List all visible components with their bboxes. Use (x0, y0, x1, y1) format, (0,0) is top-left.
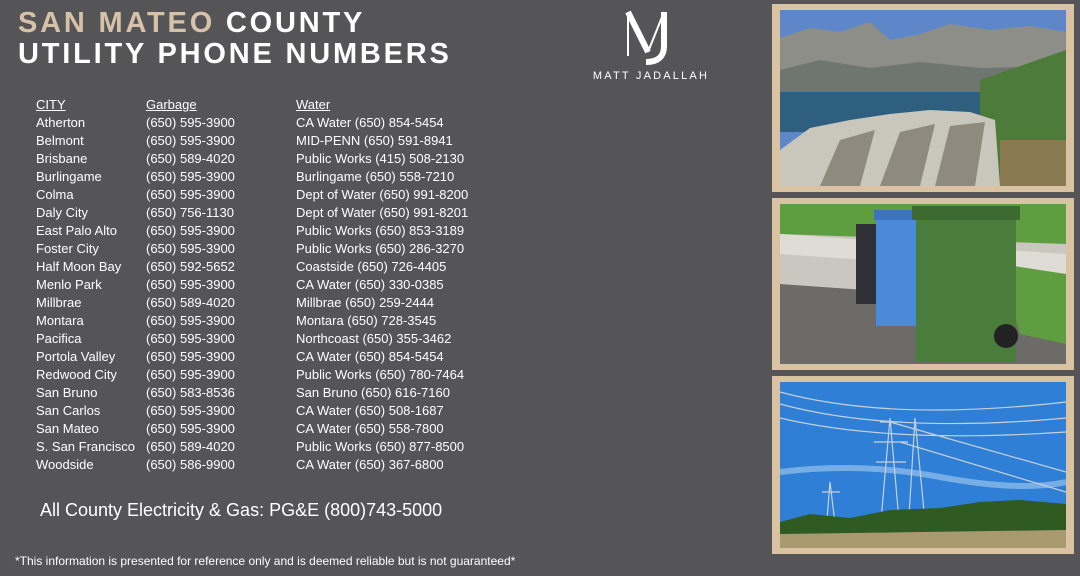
disclaimer: *This information is presented for reference only and is deemed reliable but is not guaranteed* (15, 554, 516, 568)
table-row (36, 384, 506, 402)
page-title (18, 8, 452, 70)
table-row (36, 294, 506, 312)
garbage-cell: (650) 595-3900 (146, 133, 235, 148)
table-row (36, 186, 506, 204)
water-cell: Public Works (650) 780-7464 (296, 367, 465, 382)
city-cell: Montara (36, 313, 84, 328)
column-header-water: Water (296, 97, 331, 112)
reservoir-dam-photo (772, 4, 1074, 192)
garbage-cell: (650) 595-3900 (146, 223, 235, 238)
table-row (36, 456, 506, 474)
water-cell: Public Works (650) 853-3189 (296, 223, 465, 238)
table-row (36, 258, 506, 276)
city-cell: San Bruno (36, 385, 98, 400)
water-cell: CA Water (650) 508-1687 (296, 403, 444, 418)
garbage-cell: (650) 589-4020 (146, 151, 235, 166)
garbage-cell: (650) 589-4020 (146, 439, 235, 454)
logo (586, 6, 716, 82)
table-row (36, 348, 506, 366)
water-cell: MID-PENN (650) 591-8941 (296, 133, 453, 148)
water-cell: Burlingame (650) 558-7210 (296, 169, 455, 184)
city-cell: Burlingame (36, 169, 102, 184)
table-row (36, 132, 506, 150)
city-cell: San Mateo (36, 421, 99, 436)
table-row (36, 222, 506, 240)
garbage-cell: (650) 595-3900 (146, 169, 235, 184)
garbage-cell: (650) 589-4020 (146, 295, 235, 310)
garbage-cell: (650) 586-9900 (146, 457, 235, 472)
city-cell: San Carlos (36, 403, 101, 418)
water-cell: CA Water (650) 854-5454 (296, 115, 444, 130)
water-cell: Northcoast (650) 355-3462 (296, 331, 452, 346)
city-cell: Foster City (36, 241, 99, 256)
logo-name: MATT JADALLAH (592, 70, 710, 82)
garbage-cell: (650) 595-3900 (146, 277, 235, 292)
table-row (36, 204, 506, 222)
column-header-city: CITY (36, 97, 66, 112)
title-rest: COUNTY (215, 7, 366, 39)
city-cell: Half Moon Bay (36, 259, 122, 274)
water-cell: Coastside (650) 726-4405 (296, 259, 447, 274)
title-line-2: UTILITY PHONE NUMBERS (18, 38, 452, 70)
city-cell: Menlo Park (36, 277, 102, 292)
water-cell: Public Works (415) 508-2130 (296, 151, 465, 166)
garbage-cell: (650) 595-3900 (146, 403, 235, 418)
water-cell: CA Water (650) 330-0385 (296, 277, 444, 292)
garbage-cell: (650) 592-5652 (146, 259, 235, 274)
electricity-gas-line: All County Electricity & Gas: PG&E (800)743-5000 (40, 500, 443, 520)
city-cell: Portola Valley (36, 349, 116, 364)
garbage-cell: (650) 595-3900 (146, 367, 235, 382)
water-cell: Public Works (650) 877-8500 (296, 439, 465, 454)
water-cell: CA Water (650) 854-5454 (296, 349, 444, 364)
power-lines-photo (772, 376, 1074, 554)
city-cell: Daly City (36, 205, 89, 220)
table-row (36, 150, 506, 168)
water-cell: Dept of Water (650) 991-8201 (296, 205, 469, 220)
water-cell: San Bruno (650) 616-7160 (296, 385, 450, 400)
water-cell: Dept of Water (650) 991-8200 (296, 187, 469, 202)
garbage-cell: (650) 756-1130 (146, 205, 234, 220)
city-cell: S. San Francisco (36, 439, 135, 454)
column-header-garbage: Garbage (146, 97, 197, 112)
table-row (36, 240, 506, 258)
water-cell: CA Water (650) 367-6800 (296, 457, 444, 472)
table-row (36, 420, 506, 438)
city-cell: Pacifica (36, 331, 82, 346)
city-cell: Woodside (36, 457, 94, 472)
table-row (36, 168, 506, 186)
garbage-cell: (650) 595-3900 (146, 115, 235, 130)
table-row (36, 366, 506, 384)
garbage-cell: (650) 595-3900 (146, 241, 235, 256)
trash-bins-photo (772, 198, 1074, 370)
table-row (36, 114, 506, 132)
city-cell: Redwood City (36, 367, 117, 382)
city-cell: Colma (36, 187, 74, 202)
utility-table (36, 96, 506, 474)
mj-monogram-icon (616, 6, 686, 66)
city-cell: East Palo Alto (36, 223, 117, 238)
table-row (36, 312, 506, 330)
water-cell: Millbrae (650) 259-2444 (296, 295, 435, 310)
table-header-row (36, 96, 506, 114)
city-cell: Atherton (36, 115, 86, 130)
table-row (36, 276, 506, 294)
water-cell: Public Works (650) 286-3270 (296, 241, 465, 256)
city-cell: Belmont (36, 133, 84, 148)
water-cell: Montara (650) 728-3545 (296, 313, 437, 328)
table-row (36, 330, 506, 348)
title-line-1 (18, 8, 452, 39)
garbage-cell: (650) 595-3900 (146, 331, 235, 346)
city-cell: Millbrae (36, 295, 82, 310)
garbage-cell: (650) 583-8536 (146, 385, 235, 400)
water-cell: CA Water (650) 558-7800 (296, 421, 444, 436)
table-row (36, 402, 506, 420)
garbage-cell: (650) 595-3900 (146, 421, 235, 436)
garbage-cell: (650) 595-3900 (146, 187, 235, 202)
city-cell: Brisbane (36, 151, 88, 166)
table-row (36, 438, 506, 456)
title-accent: SAN MATEO (18, 7, 216, 39)
garbage-cell: (650) 595-3900 (146, 313, 235, 328)
garbage-cell: (650) 595-3900 (146, 349, 235, 364)
